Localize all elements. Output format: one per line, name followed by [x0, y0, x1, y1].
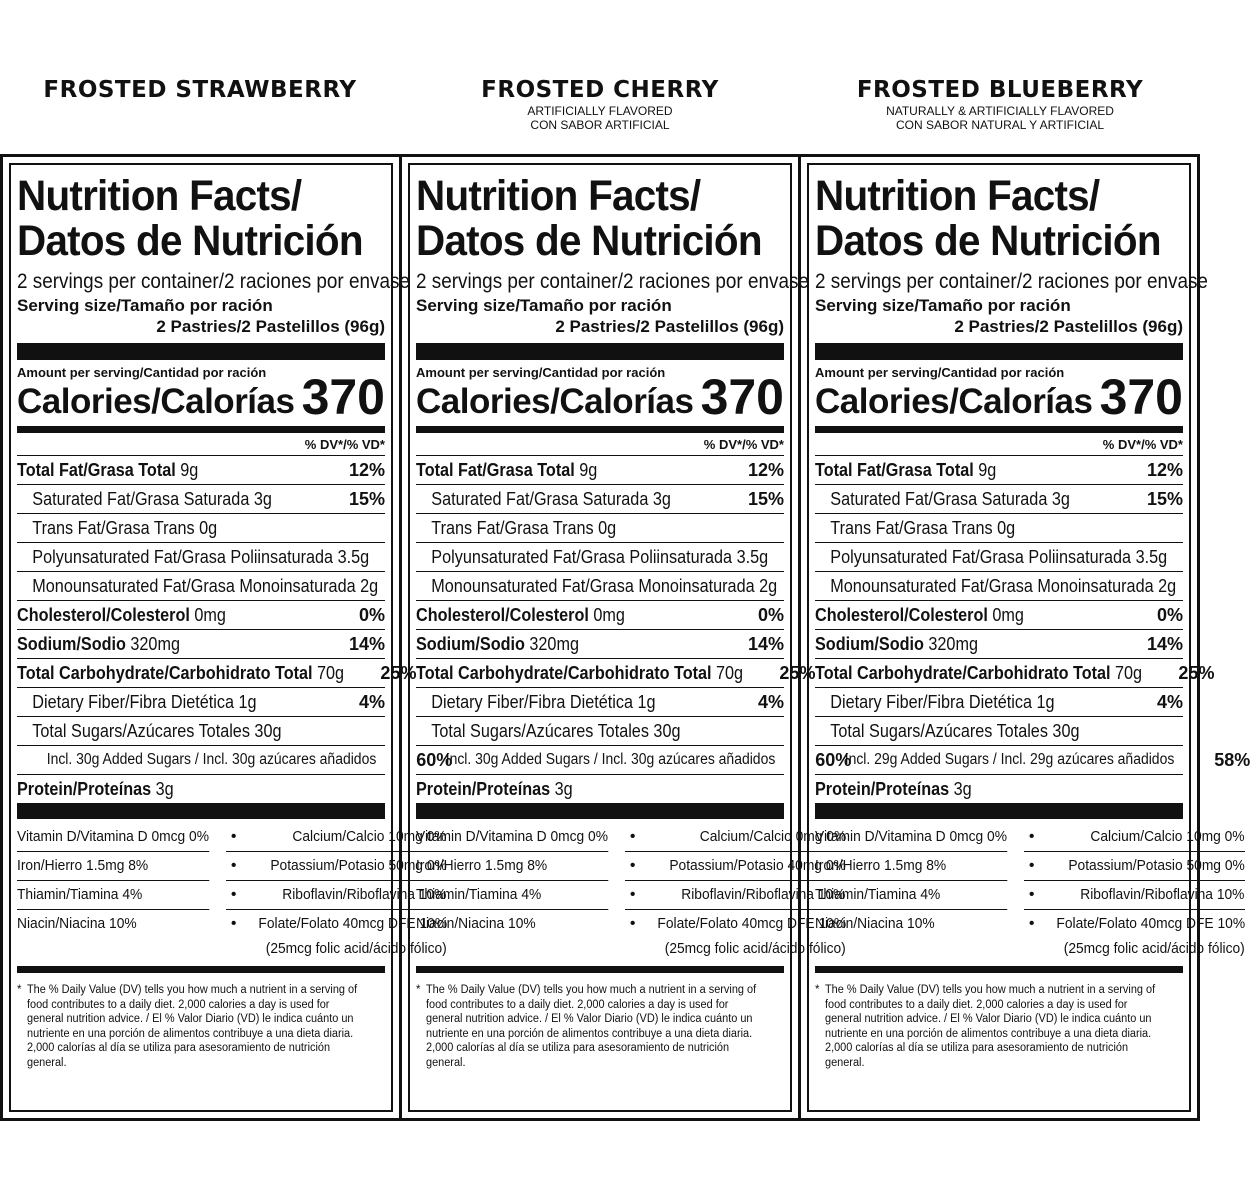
vitamin-left: Niacin/Niacina 10%: [416, 915, 536, 932]
calories-value: 370: [700, 369, 784, 425]
vitamin-right: Potassium/Potasio 50mg 0%: [1068, 857, 1245, 874]
nutrient-daily-value: 14%: [348, 633, 385, 654]
nutrient-amount: 0mg: [992, 604, 1024, 625]
nutrient-amount: 320mg: [529, 633, 579, 654]
vitamin-left: Niacin/Niacina 10%: [815, 915, 935, 932]
nutrient-row: [416, 688, 784, 717]
nutrient-amount: 9g: [978, 459, 997, 480]
nutrient-row: [815, 746, 1250, 775]
nutrient-name: Protein/Proteínas: [815, 778, 950, 799]
nutrient-name: Dietary Fiber/Fibra Dietética: [830, 691, 1032, 712]
folate-note: (25mcg folic acid/ácido fólico): [1063, 940, 1245, 957]
nutrient-name: Incl. 30g Added Sugars / Incl. 30g azúcares añadidos: [445, 751, 776, 768]
nutrient-name: Trans Fat/Grasa Trans: [830, 517, 993, 538]
nutrient-row: [416, 717, 784, 746]
nutrient-label: [815, 779, 972, 800]
nutrient-row: [815, 514, 1183, 543]
servings-per-container: 2 servings per container/2 raciones por envase: [416, 270, 809, 293]
vitamin-right-cell: [1040, 910, 1245, 938]
folate-note-cell: [1040, 938, 1245, 960]
nutrient-name: Polyunsaturated Fat/Grasa Poliinsaturada: [431, 546, 733, 567]
nutrient-label: [17, 663, 344, 684]
daily-value-header: % DV*/% VD*: [815, 435, 1183, 456]
nutrient-row: [17, 514, 385, 543]
nutrition-facts-title-2: Datos de Nutrición: [815, 217, 1161, 265]
nutrient-daily-value: 4%: [1156, 691, 1183, 712]
nutrient-name: Total Sugars/Azúcares Totales: [32, 720, 250, 741]
flavor-name: FROSTED CHERRY: [481, 77, 719, 103]
nutrient-label: [416, 518, 616, 539]
bullet-dot: •: [1028, 915, 1035, 932]
folate-note: (25mcg folic acid/ácido fólico): [265, 940, 447, 957]
nutrient-label: [815, 547, 1167, 568]
serving-size-value: 2 Pastries/2 Pastelillos (96g): [156, 317, 385, 336]
calories-label: Calories/Calorías: [815, 382, 1093, 421]
nutrient-label: [17, 634, 180, 655]
nutrient-daily-value: 25%: [380, 662, 417, 683]
daily-value-footnote: * The % Daily Value (DV) tells you how much a nutrient in a serving of food contributes to a daily diet. 2,000 calories a day is used for general nutrition advice. / El % Valor Diario (VD) le indica cuánto un nutriente en una porción de alimentos contribuye a una dieta diaria. 2,000 calorías al día se utiliza para asesoramiento de nutrición general.: [17, 983, 385, 1070]
nutrient-name: Saturated Fat/Grasa Saturada: [32, 488, 250, 509]
daily-value-header: % DV*/% VD*: [17, 435, 385, 456]
nutrient-amount: 3g: [253, 488, 272, 509]
nutrient-label: [17, 489, 272, 510]
nutrient-row: [17, 746, 453, 775]
flavor-name: FROSTED STRAWBERRY: [43, 77, 357, 103]
nutrient-amount: 0g: [997, 517, 1016, 538]
nutrient-name: Trans Fat/Grasa Trans: [32, 517, 195, 538]
vitamin-right: Riboflavin/Riboflavina 10%: [1080, 886, 1245, 903]
medium-divider: [416, 966, 784, 973]
nutrient-label: [17, 518, 217, 539]
nutrient-daily-value: 0%: [1156, 604, 1183, 625]
nutrient-name: Saturated Fat/Grasa Saturada: [830, 488, 1048, 509]
nutrition-panel: [3, 157, 453, 1118]
nutrient-name: Sodium/Sodio: [17, 633, 126, 654]
vitamin-right: Riboflavin/Riboflavina 10%: [681, 886, 846, 903]
nutrient-label: [416, 692, 656, 713]
nutrient-amount: 2g: [759, 575, 778, 596]
nutrition-panel: [399, 157, 852, 1118]
nutrient-row: [416, 601, 784, 630]
nutrient-row: [17, 688, 385, 717]
vitamins-minerals: [17, 823, 447, 960]
vitamin-right-cell: [1040, 823, 1245, 852]
nutrient-row: [17, 601, 385, 630]
medium-divider: [17, 426, 385, 433]
nutrient-amount: 3.5g: [337, 546, 370, 567]
nutrient-daily-value: 0%: [358, 604, 385, 625]
nutrient-row: [416, 543, 784, 572]
nutrient-label: [416, 721, 680, 742]
serving-size-label: Serving size/Tamaño por ración: [416, 296, 672, 315]
nutrient-daily-value: 4%: [358, 691, 385, 712]
nutrient-label: [17, 779, 174, 800]
nutrient-amount: 0g: [598, 517, 617, 538]
nutrient-amount: 3.5g: [736, 546, 769, 567]
nutrient-name: Total Carbohydrate/Carbohidrato Total: [17, 662, 313, 683]
nutrient-name: Total Carbohydrate/Carbohidrato Total: [815, 662, 1111, 683]
nutrient-label: [416, 779, 573, 800]
nutrient-amount: 3g: [652, 488, 671, 509]
vitamins-minerals: [416, 823, 846, 960]
flavor-header-cherry: [400, 76, 800, 132]
nutrient-row: [815, 630, 1183, 659]
bullet-dot: •: [625, 823, 641, 852]
vitamin-left: Thiamin/Tiamina 4%: [815, 881, 1007, 910]
nutrient-daily-value: 15%: [1146, 488, 1183, 509]
nutrient-label: [17, 547, 369, 568]
vitamin-left: Thiamin/Tiamina 4%: [416, 881, 608, 910]
vitamin-left: Iron/Hierro 1.5mg 8%: [17, 852, 209, 881]
nutrient-amount: 1g: [637, 691, 656, 712]
vitamin-left: Iron/Hierro 1.5mg 8%: [815, 852, 1007, 881]
calories-value: 370: [301, 369, 385, 425]
nutrient-name: Incl. 29g Added Sugars / Incl. 29g azúcares añadidos: [844, 751, 1175, 768]
nutrient-row: [815, 659, 1215, 688]
vitamin-left: Thiamin/Tiamina 4%: [17, 881, 209, 910]
servings-per-container: 2 servings per container/2 raciones por envase: [815, 270, 1208, 293]
vitamin-right-cell: [1040, 881, 1245, 910]
thick-divider: [815, 803, 1183, 819]
nutrient-row: [17, 775, 385, 803]
vitamin-left: Vitamin D/Vitamina D 0mcg 0%: [815, 823, 1007, 852]
bullet-dot: •: [230, 915, 237, 932]
nutrient-amount: 3g: [1051, 488, 1070, 509]
footnote-text: The % Daily Value (DV) tells you how much a nutrient in a serving of food contributes to a daily diet. 2,000 calories a day is used for general nutrition advice. / El % Valor Diario (VD) le indica cuánto un nutriente en una porción de alimentos contribuye a una dieta diaria. 2,000 calorías al día se utiliza para asesoramiento de nutrición general.: [426, 984, 757, 1069]
nutrient-rows: [416, 456, 852, 803]
nutrient-amount: 320mg: [928, 633, 978, 654]
nutrient-row: [17, 456, 385, 485]
nutrient-label: [815, 692, 1055, 713]
nutrient-row: [17, 543, 385, 572]
nutrient-row: [416, 775, 784, 803]
nutrient-daily-value: 15%: [747, 488, 784, 509]
nutrition-facts-label: [9, 163, 453, 1112]
daily-value-footnote: * The % Daily Value (DV) tells you how much a nutrient in a serving of food contributes to a daily diet. 2,000 calories a day is used for general nutrition advice. / El % Valor Diario (VD) le indica cuánto un nutriente en una porción de alimentos contribuye a una dieta diaria. 2,000 calorías al día se utiliza para asesoramiento de nutrición general.: [416, 983, 784, 1070]
nutrient-row: [416, 485, 784, 514]
flavor-subtitle-1: NATURALLY & ARTIFICIALLY FLAVORED: [886, 104, 1114, 118]
nutrient-name: Trans Fat/Grasa Trans: [431, 517, 594, 538]
nutrient-row: [17, 659, 417, 688]
nutrient-row: [17, 485, 385, 514]
nutrient-row: [416, 572, 784, 601]
nutrient-label: [17, 721, 281, 742]
bullet-dot: •: [1024, 881, 1040, 910]
nutrient-amount: 70g: [716, 662, 744, 683]
nutrient-name: Total Fat/Grasa Total: [815, 459, 974, 480]
nutrition-facts-title-1: Nutrition Facts/: [17, 172, 302, 220]
nutrient-name: Dietary Fiber/Fibra Dietética: [431, 691, 633, 712]
nutrient-row: [815, 601, 1183, 630]
nutrient-label: [416, 489, 671, 510]
nutrient-label: [416, 634, 579, 655]
nutrient-name: Cholesterol/Colesterol: [416, 604, 589, 625]
nutrient-name: Polyunsaturated Fat/Grasa Poliinsaturada: [32, 546, 334, 567]
nutrient-label: [416, 576, 777, 597]
nutrient-amount: 0g: [199, 517, 218, 538]
nutrient-label: [815, 634, 978, 655]
nutrition-panels: [0, 154, 1250, 1121]
amount-per-serving: Amount per serving/Cantidad por ración: [815, 365, 1065, 380]
vitamin-right: Calcium/Calcio 10mg 0%: [292, 828, 447, 845]
vitamin-right: Folate/Folato 40mcg DFE 10%: [258, 915, 447, 932]
nutrition-panel: [798, 157, 1250, 1118]
nutrient-daily-value: 12%: [747, 459, 784, 480]
nutrient-name: Polyunsaturated Fat/Grasa Poliinsaturada: [830, 546, 1132, 567]
nutrient-amount: 70g: [317, 662, 345, 683]
nutrient-label: [416, 751, 775, 769]
nutrient-row: [815, 717, 1183, 746]
nutrient-amount: 9g: [180, 459, 199, 480]
nutrient-label: [815, 576, 1176, 597]
nutrient-row: [815, 456, 1183, 485]
nutrient-label: [416, 663, 743, 684]
nutrient-amount: 3g: [155, 778, 174, 799]
nutrient-daily-value: 12%: [1146, 459, 1183, 480]
nutrition-facts-label: [408, 163, 852, 1112]
nutrition-facts-title-1: Nutrition Facts/: [815, 172, 1100, 220]
nutrient-row: [17, 630, 385, 659]
medium-divider: [17, 966, 385, 973]
nutrient-name: Cholesterol/Colesterol: [17, 604, 190, 625]
nutrient-label: [17, 692, 257, 713]
bullet-dot: •: [629, 915, 636, 932]
nutrition-facts-title-1: Nutrition Facts/: [416, 172, 701, 220]
bullet-dot: •: [625, 881, 641, 910]
vitamin-right: Folate/Folato 40mcg DFE 10%: [1056, 915, 1245, 932]
nutrient-amount: 0mg: [593, 604, 625, 625]
nutrient-label: [815, 721, 1079, 742]
nutrient-row: [815, 485, 1183, 514]
vitamin-right: Folate/Folato 40mcg DFE 10%: [657, 915, 846, 932]
vitamin-right: Calcium/Calcio 0mg 0%: [699, 828, 846, 845]
nutrient-name: Total Fat/Grasa Total: [416, 459, 575, 480]
nutrient-row: [815, 572, 1183, 601]
nutrient-row: [416, 659, 816, 688]
vitamin-right-cell: [1040, 852, 1245, 881]
nutrient-name: Dietary Fiber/Fibra Dietética: [32, 691, 234, 712]
nutrient-name: Cholesterol/Colesterol: [815, 604, 988, 625]
nutrient-daily-value: 15%: [348, 488, 385, 509]
nutrient-name: Sodium/Sodio: [416, 633, 525, 654]
vitamin-left: Niacin/Niacina 10%: [17, 915, 137, 932]
serving-size-value: 2 Pastries/2 Pastelillos (96g): [555, 317, 784, 336]
nutrient-row: [416, 456, 784, 485]
flavor-header-blueberry: [800, 76, 1200, 132]
nutrient-amount: 3g: [953, 778, 972, 799]
nutrient-name: Monounsaturated Fat/Grasa Monoinsaturada: [32, 575, 356, 596]
nutrient-amount: 30g: [1052, 720, 1080, 741]
thick-divider: [17, 343, 385, 360]
footnote-text: The % Daily Value (DV) tells you how much a nutrient in a serving of food contributes to a daily diet. 2,000 calories a day is used for general nutrition advice. / El % Valor Diario (VD) le indica cuánto un nutriente en una porción de alimentos contribuye a una dieta diaria. 2,000 calorías al día se utiliza para asesoramiento de nutrición general.: [27, 984, 358, 1069]
amount-per-serving: Amount per serving/Cantidad por ración: [17, 365, 267, 380]
nutrient-daily-value: 14%: [747, 633, 784, 654]
nutrient-label: [416, 547, 768, 568]
nutrient-name: Protein/Proteínas: [17, 778, 152, 799]
nutrient-amount: 9g: [579, 459, 598, 480]
nutrient-name: Total Fat/Grasa Total: [17, 459, 176, 480]
nutrient-daily-value: 14%: [1146, 633, 1183, 654]
nutrient-amount: 1g: [238, 691, 257, 712]
nutrient-name: Protein/Proteínas: [416, 778, 551, 799]
nutrition-facts-title-2: Datos de Nutrición: [17, 217, 363, 265]
flavor-header-strawberry: [0, 76, 400, 104]
vitamin-left: Vitamin D/Vitamina D 0mcg 0%: [17, 823, 209, 852]
vitamins-minerals: [815, 823, 1245, 960]
nutrient-label: [815, 663, 1142, 684]
nutrient-daily-value: 4%: [757, 691, 784, 712]
nutrient-name: Monounsaturated Fat/Grasa Monoinsaturada: [830, 575, 1154, 596]
bullet-dot: •: [1024, 852, 1040, 881]
nutrient-row: [416, 630, 784, 659]
bullet-dot: •: [226, 852, 242, 881]
amount-per-serving: Amount per serving/Cantidad por ración: [416, 365, 666, 380]
nutrient-row: [416, 746, 852, 775]
nutrient-row: [17, 572, 385, 601]
flavor-name: FROSTED BLUEBERRY: [856, 77, 1144, 103]
nutrient-daily-value: 0%: [757, 604, 784, 625]
nutrient-name: Total Sugars/Azúcares Totales: [431, 720, 649, 741]
flavor-subtitle-2: CON SABOR NATURAL Y ARTIFICIAL: [895, 118, 1105, 132]
serving-size-label: Serving size/Tamaño por ración: [815, 296, 1071, 315]
nutrient-daily-value: 25%: [779, 662, 816, 683]
nutrient-row: [416, 514, 784, 543]
nutrient-daily-value: 60%: [815, 749, 852, 770]
thick-divider: [17, 803, 385, 819]
medium-divider: [815, 966, 1183, 973]
servings-per-container: 2 servings per container/2 raciones por envase: [17, 270, 410, 293]
nutrition-facts-label: [807, 163, 1250, 1112]
bullet-dot: •: [226, 823, 242, 852]
nutrient-name: Saturated Fat/Grasa Saturada: [431, 488, 649, 509]
nutrient-amount: 3g: [554, 778, 573, 799]
medium-divider: [815, 426, 1183, 433]
nutrient-label: [815, 605, 1024, 626]
thick-divider: [416, 803, 784, 819]
nutrient-amount: 2g: [1158, 575, 1177, 596]
nutrient-label: [815, 460, 996, 481]
nutrient-row: [815, 775, 1183, 803]
medium-divider: [416, 426, 784, 433]
nutrient-name: Sodium/Sodio: [815, 633, 924, 654]
vitamin-left: Vitamin D/Vitamina D 0mcg 0%: [416, 823, 608, 852]
footnote-text: The % Daily Value (DV) tells you how much a nutrient in a serving of food contributes to a daily diet. 2,000 calories a day is used for general nutrition advice. / El % Valor Diario (VD) le indica cuánto un nutriente en una porción de alimentos contribuye a una dieta diaria. 2,000 calorías al día se utiliza para asesoramiento de nutrición general.: [825, 984, 1156, 1069]
bullet-dot: •: [226, 881, 242, 910]
nutrient-label: [17, 460, 198, 481]
nutrient-row: [815, 688, 1183, 717]
calories-label: Calories/Calorías: [17, 382, 295, 421]
flavor-subtitle-2: CON SABOR ARTIFICIAL: [530, 118, 670, 132]
nutrient-rows: [815, 456, 1250, 803]
nutrient-label: [17, 605, 226, 626]
nutrient-label: [815, 518, 1015, 539]
nutrient-amount: 320mg: [130, 633, 180, 654]
nutrition-facts-title-2: Datos de Nutrición: [416, 217, 762, 265]
bullet-dot: •: [625, 852, 641, 881]
thick-divider: [815, 343, 1183, 360]
nutrient-daily-value: 60%: [416, 749, 453, 770]
vitamin-right: Potassium/Potasio 50mg 0%: [270, 857, 447, 874]
nutrient-row: [17, 717, 385, 746]
nutrient-label: [815, 489, 1070, 510]
nutrient-amount: 30g: [254, 720, 282, 741]
nutrient-amount: 3.5g: [1135, 546, 1168, 567]
nutrient-rows: [17, 456, 453, 803]
nutrient-row: [815, 543, 1183, 572]
nutrient-amount: 2g: [360, 575, 379, 596]
serving-size-value: 2 Pastries/2 Pastelillos (96g): [954, 317, 1183, 336]
nutrient-amount: 70g: [1115, 662, 1143, 683]
nutrient-daily-value: 25%: [1178, 662, 1215, 683]
daily-value-header: % DV*/% VD*: [416, 435, 784, 456]
nutrient-label: [17, 751, 376, 769]
nutrient-daily-value: 58%: [1214, 749, 1250, 770]
nutrient-label: [416, 605, 625, 626]
nutrient-daily-value: 12%: [348, 459, 385, 480]
vitamin-right: Calcium/Calcio 10mg 0%: [1090, 828, 1245, 845]
nutrient-name: Monounsaturated Fat/Grasa Monoinsaturada: [431, 575, 755, 596]
nutrient-label: [17, 576, 378, 597]
nutrient-amount: 1g: [1036, 691, 1055, 712]
flavor-subtitle-1: ARTIFICIALLY FLAVORED: [527, 104, 673, 118]
calories-value: 370: [1099, 369, 1183, 425]
thick-divider: [416, 343, 784, 360]
nutrient-name: Total Carbohydrate/Carbohidrato Total: [416, 662, 712, 683]
nutrient-label: [815, 751, 1174, 769]
vitamin-right: Potassium/Potasio 40mg 0%: [669, 857, 846, 874]
nutrient-amount: 30g: [653, 720, 681, 741]
daily-value-footnote: * The % Daily Value (DV) tells you how much a nutrient in a serving of food contributes to a daily diet. 2,000 calories a day is used for general nutrition advice. / El % Valor Diario (VD) le indica cuánto un nutriente en una porción de alimentos contribuye a una dieta diaria. 2,000 calorías al día se utiliza para asesoramiento de nutrición general.: [815, 983, 1183, 1070]
vitamin-left: Iron/Hierro 1.5mg 8%: [416, 852, 608, 881]
vitamin-right: Riboflavin/Riboflavina 10%: [282, 886, 447, 903]
serving-size-label: Serving size/Tamaño por ración: [17, 296, 273, 315]
nutrient-name: Incl. 30g Added Sugars / Incl. 30g azúcares añadidos: [46, 751, 377, 768]
bullet-dot: •: [1024, 823, 1040, 852]
nutrient-label: [416, 460, 597, 481]
nutrient-name: Total Sugars/Azúcares Totales: [830, 720, 1048, 741]
calories-label: Calories/Calorías: [416, 382, 694, 421]
folate-note: (25mcg folic acid/ácido fólico): [664, 940, 846, 957]
nutrient-amount: 0mg: [194, 604, 226, 625]
